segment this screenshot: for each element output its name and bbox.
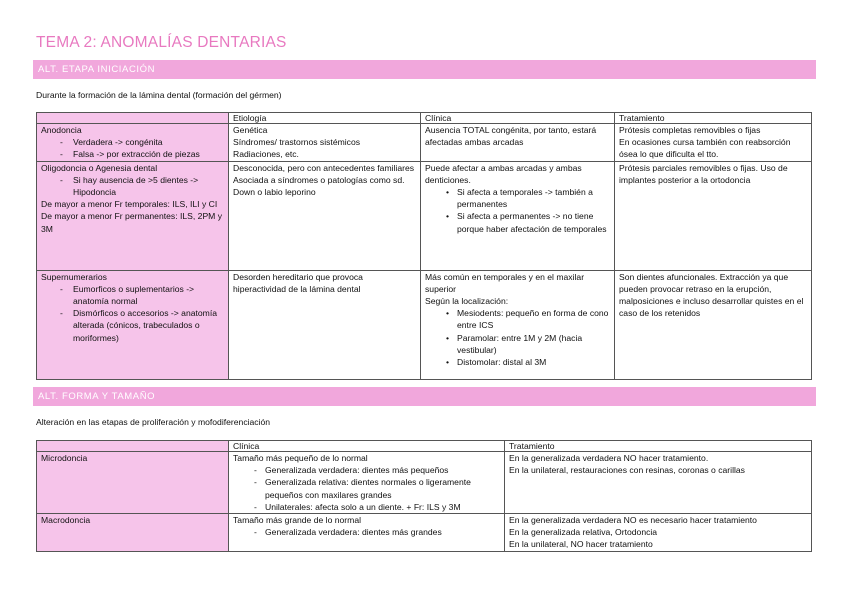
cell-anomaly-name [37, 452, 229, 514]
section-band-forma-tamano: ALT. FORMA Y TAMAÑO [33, 387, 816, 406]
list-item: • Mesiodents: pequeño en forma de cono entre ICS [425, 307, 610, 331]
table-iniciacion [36, 112, 812, 380]
cell-tratamiento [505, 452, 812, 514]
list-item: - Verdadera -> congénita [41, 136, 224, 148]
table-header-row [37, 113, 812, 124]
list-item: • Si afecta a permanentes -> no tiene porque haber afectación de temporales [425, 210, 610, 234]
header-cell-clinica: Clínica [421, 113, 615, 124]
list-item: • Distomolar: distal al 3M [425, 356, 610, 368]
list-item: - Falsa -> por extracción de piezas [41, 148, 224, 160]
text-line: Prótesis completas removibles o fijas [619, 125, 761, 135]
list-item: - Si hay ausencia de >5 dientes -> Hipodoncia [41, 174, 224, 198]
cell-clinica [229, 452, 505, 514]
text-line: En la generalizada relativa, Ortodoncia [509, 527, 658, 538]
text-line: En la unilateral, NO hacer tratamiento [509, 539, 653, 550]
table-header-row [37, 441, 812, 452]
cell-anomaly-name [37, 514, 229, 552]
section-intro-forma-tamano: Alteración en las etapas de proliferación y mofodiferenciación [36, 417, 271, 427]
section-band-iniciacion: ALT. ETAPA INICIACIÓN [33, 60, 816, 79]
cell-clinica [229, 514, 505, 552]
cell-etiologia [229, 270, 421, 379]
text-line: En la generalizada verdadera NO es necesario hacer tratamiento [509, 515, 757, 526]
list-item: - Generalizada verdadera: dientes más grandes [233, 526, 500, 538]
section-intro-iniciacion: Durante la formación de la lámina dental (formación del gérmen) [36, 90, 282, 100]
text-line: Radiaciones, etc. [233, 149, 299, 160]
text-line: Síndromes/ trastornos sistémicos [233, 137, 361, 148]
text-line: Tamaño más pequeño de lo normal [233, 453, 368, 463]
cell-clinica [421, 161, 615, 270]
list-item: - Generalizada verdadera: dientes más pequeños [233, 464, 500, 476]
cell-tratamiento [615, 124, 812, 162]
anomaly-name: Microdoncia [41, 453, 88, 463]
text-line: Tamaño más grande de lo normal [233, 515, 362, 526]
header-cell-tratamiento: Tratamiento [615, 113, 812, 124]
text-line: Ausencia TOTAL congénita, por tanto, estará afectadas ambas arcadas [425, 125, 597, 148]
table-row-microdoncia [37, 452, 812, 514]
list-item: - Unilaterales: afecta solo a un diente. + Fr: ILS y 3M [233, 501, 500, 513]
text-line: De mayor a menor Fr permanentes: ILS, 2PM y 3M [41, 211, 223, 234]
table-row-supernumerarios [37, 270, 812, 379]
text-line: Según la localización: [425, 296, 509, 307]
header-cell-empty [37, 113, 229, 124]
text-line: Genética [233, 125, 268, 135]
text-line: En la generalizada verdadera NO hacer tratamiento. [509, 453, 709, 463]
table-row-oligodoncia [37, 161, 812, 270]
anomaly-name: Anodoncia [41, 125, 82, 135]
text-line: Más común en temporales y en el maxilar superior [425, 271, 585, 294]
header-cell-tratamiento: Tratamiento [505, 441, 812, 452]
cell-anomaly-name [37, 124, 229, 162]
header-cell-etiologia: Etiología [229, 113, 421, 124]
text-line: De mayor a menor Fr temporales: ILS, ILI y CI [41, 199, 218, 210]
list-item: - Dismórficos o accesorios -> anatomía alterada (cónicos, trabeculados o moriformes) [41, 307, 224, 344]
anomaly-name: Oligodoncia o Agenesia dental [41, 162, 158, 173]
text-line: Desconocida, pero con antecedentes familiares [233, 162, 415, 173]
list-item: - Generalizada relativa: dientes normales o ligeramente pequeños con maxilares grandes [233, 476, 500, 500]
table-forma-tamano [36, 440, 812, 552]
header-cell-empty [37, 441, 229, 452]
cell-clinica [421, 124, 615, 162]
page-title: TEMA 2: ANOMALÍAS DENTARIAS [36, 34, 287, 51]
cell-anomaly-name [37, 270, 229, 379]
text-line: Desorden hereditario que provoca hiperactividad de la lámina dental [233, 271, 363, 294]
cell-tratamiento [615, 270, 812, 379]
cell-tratamiento [615, 161, 812, 270]
cell-tratamiento [505, 514, 812, 552]
cell-etiologia [229, 161, 421, 270]
cell-clinica [421, 270, 615, 379]
text-line: Son dientes afuncionales. Extracción ya que pueden provocar retraso en la erupción, malposiciones e incluso desarrollar quistes en el caso de los retenidos [619, 271, 804, 319]
anomaly-name: Supernumerarios [41, 271, 107, 282]
table-row-anodoncia [37, 124, 812, 162]
list-item: • Si afecta a temporales -> también a permanentes [425, 186, 610, 210]
text-line: En la unilateral, restauraciones con resinas, coronas o carillas [509, 465, 745, 476]
text-line: Puede afectar a ambas arcadas y ambas denticiones. [425, 162, 582, 185]
cell-anomaly-name [37, 161, 229, 270]
list-item: • Paramolar: entre 1M y 2M (hacia vestibular) [425, 332, 610, 356]
cell-etiologia [229, 124, 421, 162]
text-line: Asociada a síndromes o patologías como sd. Down o labio leporino [233, 174, 405, 198]
text-line: Prótesis parciales removibles o fijas. Uso de implantes posterior a la ortodoncia [619, 162, 788, 185]
text-line: En ocasiones cursa también con reabsorción ósea lo que dificulta el tto. [619, 137, 791, 160]
list-item: - Eumorficos o suplementarios -> anatomía normal [41, 283, 224, 307]
anomaly-name: Macrodoncia [41, 515, 91, 526]
table-row-macrodoncia [37, 514, 812, 552]
header-cell-clinica: Clínica [229, 441, 505, 452]
